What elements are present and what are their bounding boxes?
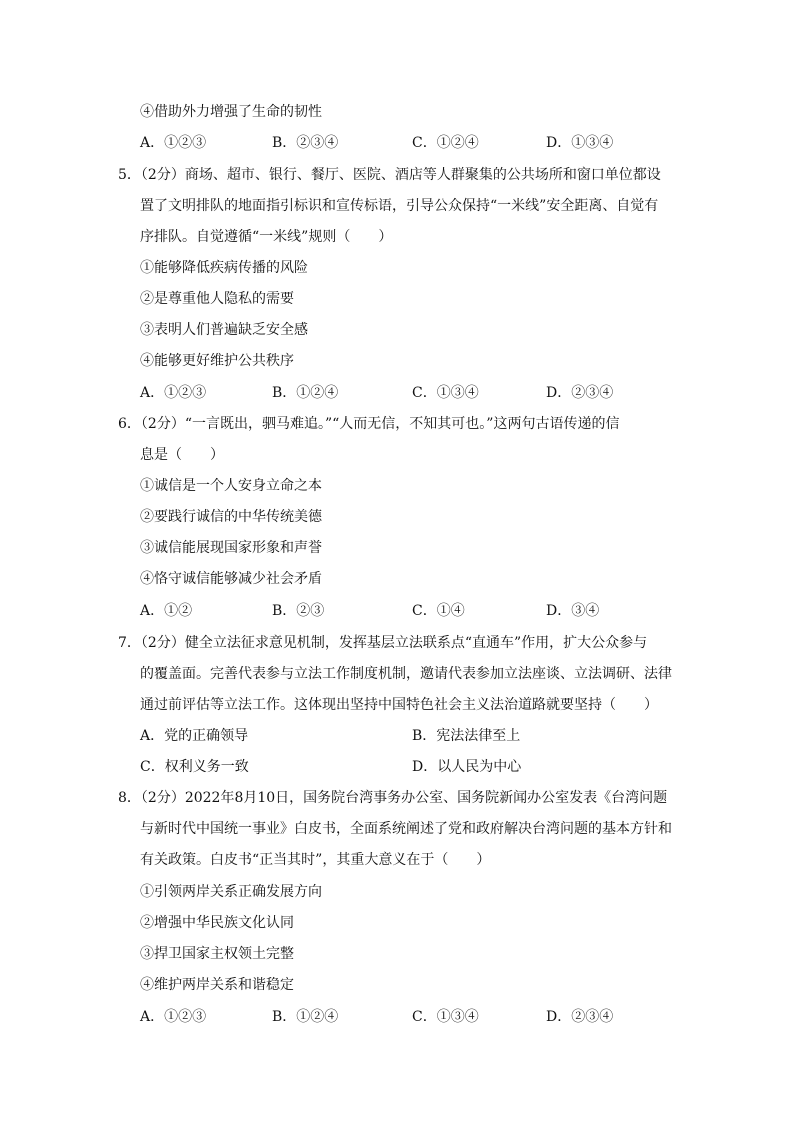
q8-stem-line-1: 8．（2分）2022年8月10日，国务院台湾事务办公室、国务院新闻办公室发表《台湾问题: [118, 790, 668, 806]
q6-stem-line-1: 6．（2分）“一言既出，驷马难追。”“人而无信，不知其可也。”这两句古语传递的信: [118, 416, 620, 432]
q8-item-1: ①引领两岸关系正确发展方向: [140, 884, 322, 900]
q6-option-c: C．①④: [412, 603, 465, 619]
q5-option-c: C．①③④: [412, 385, 479, 401]
q5-item-3: ③表明人们普遍缺乏安全感: [140, 322, 308, 338]
q8-option-d: D．②③④: [546, 1009, 614, 1025]
q5-option-a: A．①②③: [140, 385, 207, 401]
q6-item-2: ②要践行诚信的中华传统美德: [140, 509, 322, 525]
q5-item-2: ②是尊重他人隐私的需要: [140, 291, 294, 307]
q7-stem-line-3: 通过前评估等立法工作。这体现出坚持中国特色社会主义法治道路就要坚持（ ）: [140, 697, 658, 713]
q5-item-4: ④能够更好维护公共秩序: [140, 353, 294, 369]
q6-stem-line-2: 息是（ ）: [140, 447, 224, 463]
q5-stem-line-3: 序排队。自觉遵循“一米线”规则（ ）: [140, 229, 393, 245]
q8-item-2: ②增强中华民族文化认同: [140, 915, 294, 931]
q6-option-d: D．③④: [546, 603, 600, 619]
q5-stem-line-1: 5．（2分）商场、超市、银行、餐厅、医院、酒店等人群聚集的公共场所和窗口单位都设: [118, 167, 661, 183]
q6-item-1: ①诚信是一个人安身立命之本: [140, 478, 322, 494]
q4-option-b: B．②③④: [272, 135, 339, 151]
q8-option-b: B．①②④: [272, 1009, 339, 1025]
q6-option-b: B．②③: [272, 603, 325, 619]
q7-option-d: D．以人民为中心: [412, 759, 522, 775]
q4-option-d: D．①③④: [546, 135, 614, 151]
q7-option-b: B．宪法法律至上: [412, 728, 521, 744]
q8-item-3: ③捍卫国家主权领土完整: [140, 946, 294, 962]
q8-stem-line-2: 与新时代中国统一事业》白皮书，全面系统阐述了党和政府解决台湾问题的基本方针和: [140, 821, 672, 837]
q4-option-a: A．①②③: [140, 135, 207, 151]
q5-item-1: ①能够降低疾病传播的风险: [140, 260, 308, 276]
q8-option-c: C．①③④: [412, 1009, 479, 1025]
q6-option-a: A．①②: [140, 603, 193, 619]
q7-option-a: A．党的正确领导: [140, 728, 249, 744]
q4-item-4: ④借助外力增强了生命的韧性: [140, 104, 322, 120]
q5-stem-line-2: 置了文明排队的地面指引标识和宣传标语，引导公众保持“一米线”安全距离、自觉有: [140, 198, 659, 214]
q7-stem-line-2: 的覆盖面。完善代表参与立法工作制度机制，邀请代表参加立法座谈、立法调研、法律: [140, 666, 672, 682]
q7-stem-line-1: 7．（2分）健全立法征求意见机制，发挥基层立法联系点“直通车”作用，扩大公众参与: [118, 635, 648, 651]
q6-item-4: ④恪守诚信能够减少社会矛盾: [140, 571, 322, 587]
q7-option-c: C．权利义务一致: [140, 759, 249, 775]
q8-item-4: ④维护两岸关系和谐稳定: [140, 977, 294, 993]
q4-option-c: C．①②④: [412, 135, 479, 151]
q8-option-a: A．①②③: [140, 1009, 207, 1025]
q8-stem-line-3: 有关政策。白皮书“正当其时”，其重大意义在于（ ）: [140, 852, 491, 868]
q5-option-d: D．②③④: [546, 385, 614, 401]
q5-option-b: B．①②④: [272, 385, 339, 401]
q6-item-3: ③诚信能展现国家形象和声誉: [140, 540, 322, 556]
